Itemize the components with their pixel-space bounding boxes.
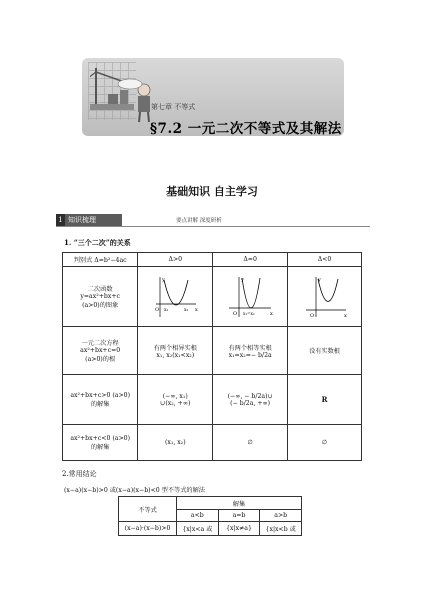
cell-line: 有两个相异实根 [153, 344, 197, 352]
root-x1-label: x₁ [164, 307, 169, 313]
table-row [119, 522, 302, 536]
chapter-label: 第七章 不等式 [151, 103, 196, 111]
table-header-cell: Δ<0 [288, 253, 362, 267]
y-axis-label: y [241, 276, 244, 283]
table-cell [213, 425, 288, 461]
table-cell [213, 327, 288, 375]
y-axis-label: y [317, 276, 321, 283]
table-row [63, 375, 362, 425]
banner-illustration [90, 64, 156, 126]
table-header-cell: Δ>0 [138, 253, 213, 267]
table-header-cell: 判别式 Δ=b²−4ac [63, 253, 138, 267]
table-header-cell: a>b [260, 510, 302, 522]
row-label-line: 二次函数 [87, 286, 113, 293]
table-header-row [63, 253, 362, 267]
cell-line: R [321, 395, 328, 404]
section-number: 1 [56, 214, 65, 226]
y-axis-label: y [162, 276, 166, 283]
cell-line: ∪(x₂, +∞) [160, 399, 191, 407]
table-row [63, 425, 362, 461]
cell-line: x₁=x₂=− b/2a [228, 351, 272, 359]
table-cell [288, 327, 362, 375]
double-root-label: x₁=x₂ [243, 310, 255, 316]
cell-line: (−∞, − b/2a)∪ [227, 392, 273, 400]
row-label-line: (a>0)的图象 [82, 302, 119, 309]
table-header-cell: a<b [177, 510, 219, 522]
table-cell: {x|x<b 或 [260, 522, 302, 536]
conclusion-description: (x−a)(x−b)>0 或(x−a)(x−b)<0 型不等式的解法 [64, 487, 205, 494]
x-axis-label: x [270, 310, 273, 317]
row-label [63, 267, 138, 327]
table-header-cell: 不等式 [119, 497, 177, 522]
subsection-title-2: 2.常用结论 [62, 470, 97, 478]
table-header-cell: 解集 [177, 497, 302, 510]
graph-cell-one-root [213, 267, 288, 327]
cell-line: (− b/2a, +∞) [230, 399, 271, 407]
row-label-line: (a>0)的根 [85, 356, 116, 363]
row-label [63, 327, 138, 375]
row-label-line: 一元二次方程 [81, 340, 119, 347]
section-tag [56, 214, 122, 226]
parabola-no-root-graph [300, 274, 350, 320]
parabola-double-root-graph [225, 274, 275, 320]
table-cell [138, 327, 213, 375]
table-header-cell: Δ=0 [213, 253, 288, 267]
cell-line: (x₁, x₂) [164, 439, 186, 446]
row-label-line: ax²+bx+c>0 (a>0) [70, 391, 131, 399]
cell-line: 没有实数根 [309, 348, 340, 355]
table-header-row [119, 497, 302, 510]
table-row [63, 327, 362, 375]
table-cell: {x|x≠a} [218, 522, 260, 536]
table-cell [213, 375, 288, 425]
table-header-cell: a=b [218, 510, 260, 522]
row-label-line: ax²+bx+c<0 (a>0) [70, 434, 131, 442]
origin-label: O [309, 312, 314, 319]
origin-label: O [155, 306, 160, 313]
cell-line: (−∞, x₁) [162, 392, 188, 400]
section-heading: 基础知识 自主学习 [166, 185, 258, 198]
table-cell [138, 425, 213, 461]
graph-cell-no-root [288, 267, 362, 327]
inequality-solution-table [118, 496, 302, 536]
cell-line: ∅ [247, 439, 253, 446]
row-label [63, 375, 138, 425]
row-label: (x−a)·(x−b)>0 [119, 522, 177, 536]
parabola-two-roots-graph [150, 274, 200, 320]
page-title: §7.2 一元二次不等式及其解法 [150, 121, 342, 137]
three-quadratics-table [62, 252, 362, 461]
section-bar-right-text: 要点讲解 深度研析 [176, 218, 222, 224]
row-label-line: 的解集 [90, 400, 110, 408]
table-cell [138, 375, 213, 425]
x-axis-label: x [343, 312, 347, 319]
row-label [63, 425, 138, 461]
cell-line: ∅ [321, 439, 328, 446]
table-row [63, 267, 362, 327]
section-tag-label: 知识梳理 [68, 216, 96, 224]
row-label-line: 的解集 [90, 443, 110, 451]
table-cell [288, 425, 362, 461]
table-cell: {x|x<a 或 [177, 522, 219, 536]
subsection-title-1: 1. “三个二次”的关系 [64, 238, 131, 247]
origin-label: O [233, 310, 238, 317]
root-x2-label: x₂ [184, 307, 189, 313]
cell-line: 有两个相等实根 [228, 344, 272, 352]
graph-cell-two-roots [138, 267, 213, 327]
row-label-line: ax²+bx+c=0 [80, 347, 121, 354]
table-cell [288, 375, 362, 425]
row-label-line: y=ax²+bx+c [80, 293, 120, 300]
x-axis-label: x [195, 306, 199, 313]
cell-line: x₁, x₂(x₁<x₂) [156, 351, 195, 359]
